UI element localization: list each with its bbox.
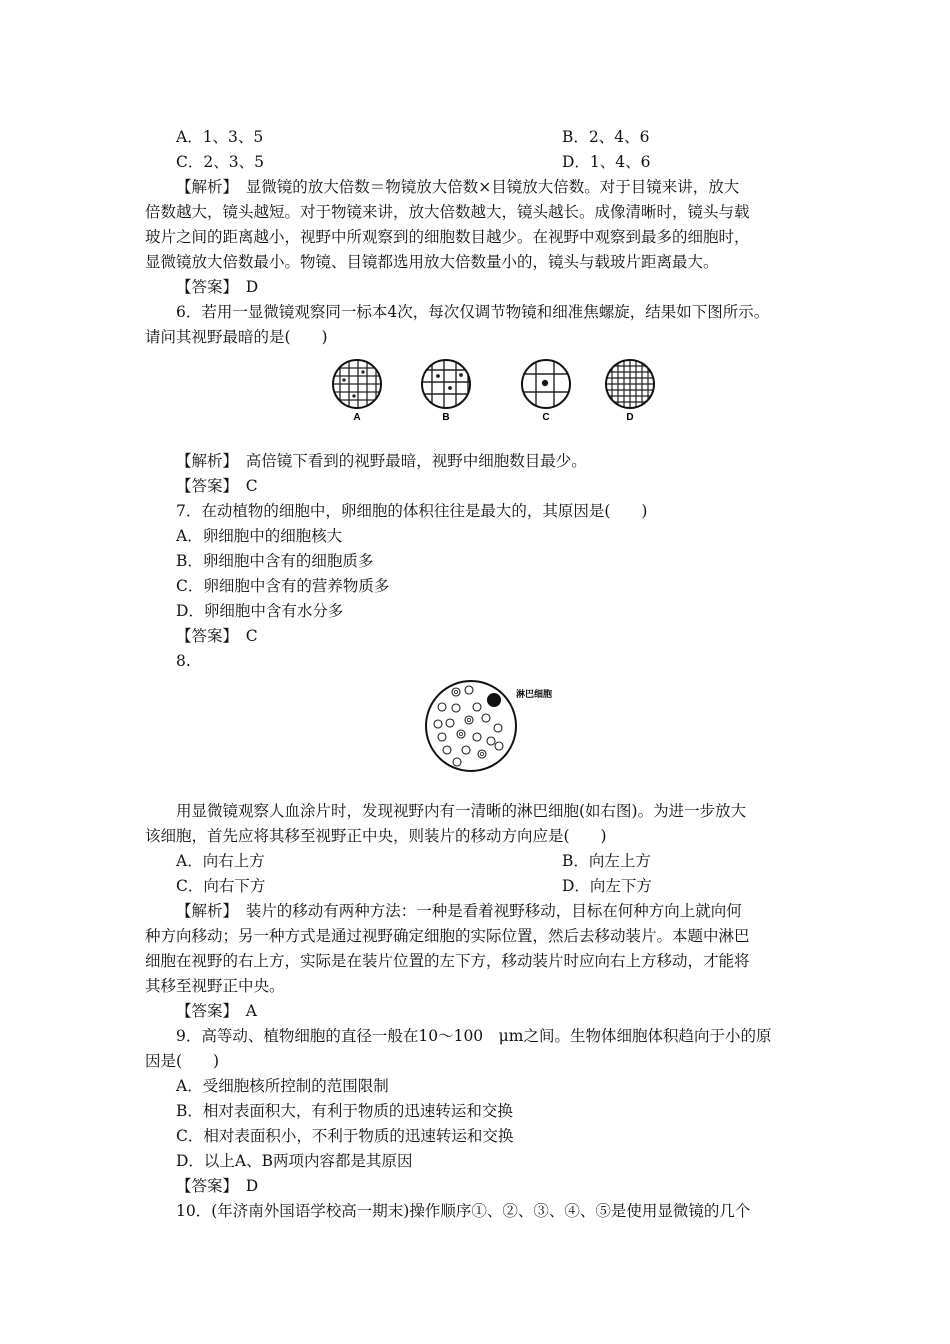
q8-option-c: C．向右下方 bbox=[176, 877, 266, 895]
figure-label-c: C bbox=[542, 412, 550, 423]
q8-stem-line-2: 该细胞，首先应将其移至视野正中央，则装片的移动方向应是( ) bbox=[145, 827, 607, 845]
q8-option-d: D．向左下方 bbox=[562, 877, 652, 895]
q8-stem-line-1: 用显微镜观察人血涂片时，发现视野内有一清晰的淋巴细胞(如右图)。为进一步放大 bbox=[176, 802, 747, 820]
q7-option-a: A．卵细胞中的细胞核大 bbox=[176, 527, 343, 545]
q9-answer: 【答案】 D bbox=[176, 1177, 259, 1195]
q5-option-b: B．2、4、6 bbox=[562, 128, 650, 146]
q9-option-c: C．相对表面积小，不利于物质的迅速转运和交换 bbox=[176, 1127, 514, 1145]
q6-stem-line-1: 6．若用一显微镜观察同一标本4次，每次仅调节物镜和细准焦螺旋，结果如下图所示。 bbox=[176, 303, 770, 321]
q8-analysis-line-4: 其移至视野正中央。 bbox=[145, 977, 285, 995]
q8-analysis-line-2: 种方向移动；另一种方式是通过视野确定细胞的实际位置，然后去移动装片。本题中淋巴 bbox=[145, 927, 750, 945]
q9-option-b: B．相对表面积大，有利于物质的迅速转运和交换 bbox=[176, 1102, 513, 1120]
q5-option-a: A．1、3、5 bbox=[176, 128, 264, 146]
q8-number: 8. bbox=[176, 652, 191, 670]
q6-stem-line-2: 请问其视野最暗的是( ) bbox=[145, 328, 328, 346]
q9-stem-line-2: 因是( ) bbox=[145, 1052, 220, 1070]
q8-analysis-line-3: 细胞在视野的右上方，实际是在装片位置的左下方，移动装片时应向右上方移动，才能将 bbox=[145, 952, 750, 970]
q7-option-c: C．卵细胞中含有的营养物质多 bbox=[176, 577, 390, 595]
q7-answer: 【答案】 C bbox=[176, 627, 258, 645]
q7-stem: 7．在动植物的细胞中，卵细胞的体积往往是最大的，其原因是( ) bbox=[176, 502, 648, 520]
q8-option-a: A．向右上方 bbox=[176, 852, 265, 870]
q8-option-b: B．向左上方 bbox=[562, 852, 651, 870]
lymphocyte-label: 淋巴细胞 bbox=[516, 689, 553, 699]
q5-option-d: D．1、4、6 bbox=[562, 153, 651, 171]
q5-analysis-line-4: 显微镜放大倍数最小。物镜、目镜都选用放大倍数量小的，镜头与载玻片距离最大。 bbox=[145, 253, 719, 271]
q5-analysis-line-3: 玻片之间的距离越小，视野中所观察到的细胞数目越少。在视野中观察到最多的细胞时， bbox=[145, 228, 750, 246]
q7-option-d: D．卵细胞中含有水分多 bbox=[176, 602, 344, 620]
field-of-view-b-border bbox=[422, 360, 470, 408]
q7-option-b: B．卵细胞中含有的细胞质多 bbox=[176, 552, 374, 570]
q9-option-a: A．受细胞核所控制的范围限制 bbox=[176, 1077, 389, 1095]
q10-stem-line-1: 10．(年济南外国语学校高一期末)操作顺序①、②、③、④、⑤是使用显微镜的几个 bbox=[176, 1202, 751, 1220]
lymphocyte bbox=[487, 693, 501, 707]
q5-analysis-line-2: 倍数越大，镜头越短。对于物镜来讲，放大倍数越大，镜头越长。成像清晰时，镜头与载 bbox=[145, 203, 750, 221]
q5-option-c: C．2、3、5 bbox=[176, 153, 264, 171]
q6-answer: 【答案】 C bbox=[176, 477, 258, 495]
q8-answer: 【答案】 A bbox=[176, 1002, 257, 1020]
q8-blood-smear-figure bbox=[420, 674, 580, 780]
q6-microscope-figure bbox=[320, 348, 670, 430]
q8-analysis-line-1: 【解析】 装片的移动有两种方法：一种是看着视野移动，目标在何种方向上就向何 bbox=[176, 902, 742, 920]
q6-analysis: 【解析】 高倍镜下看到的视野最暗，视野中细胞数目最少。 bbox=[176, 452, 587, 470]
q5-answer: 【答案】 D bbox=[176, 278, 259, 296]
figure-label-a: A bbox=[353, 412, 361, 423]
q9-option-d: D．以上A、B两项内容都是其原因 bbox=[176, 1152, 413, 1170]
figure-label-d: D bbox=[626, 412, 634, 423]
q5-analysis-line-1: 【解析】 显微镜的放大倍数＝物镜放大倍数×目镜放大倍数。对于目镜来讲，放大 bbox=[176, 178, 740, 196]
q9-stem-line-1: 9．高等动、植物细胞的直径一般在10～100 μm之间。生物体细胞体积趋向于小的原 bbox=[176, 1027, 772, 1045]
figure-label-b: B bbox=[442, 412, 450, 423]
